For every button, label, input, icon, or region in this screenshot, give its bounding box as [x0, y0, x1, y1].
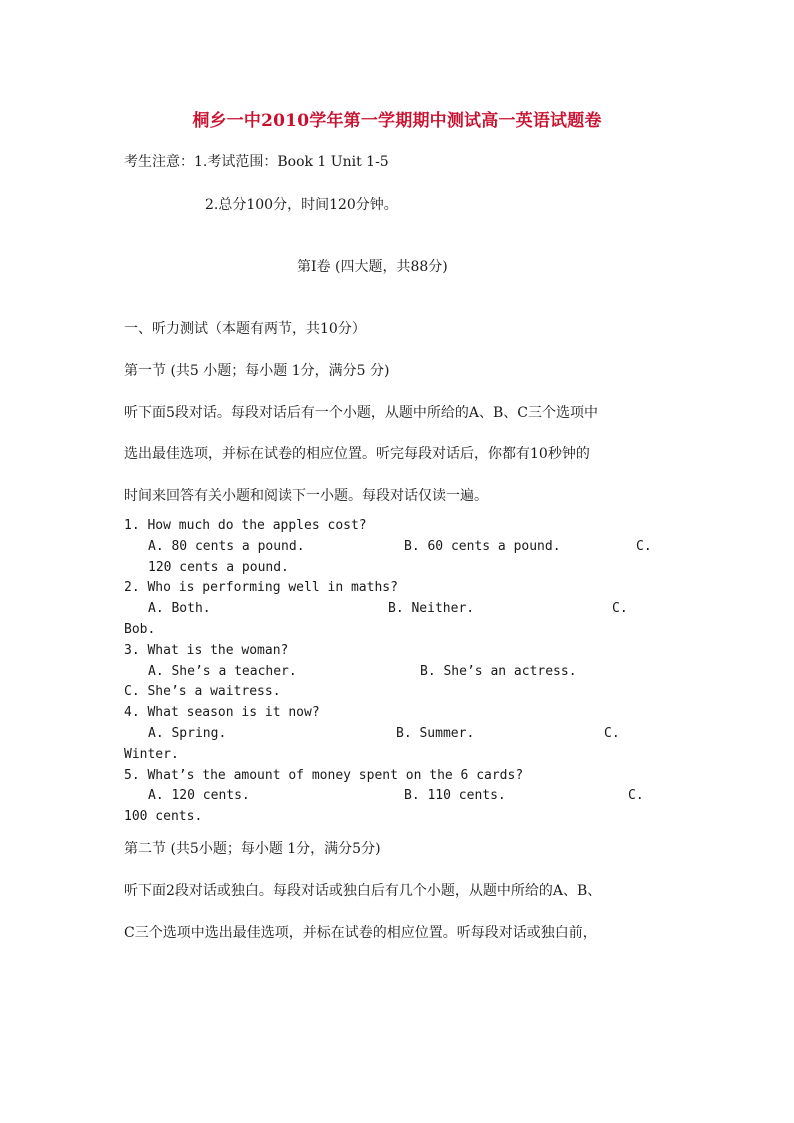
section1-instruction-line: 时间来回答有关小题和阅读下一小题。每段对话仅读一遍。: [124, 488, 488, 504]
part1-heading: 一、听力测试（本题有两节，共10分）: [124, 321, 366, 337]
notice-line-2: 2.总分100分，时间120分钟。: [205, 197, 398, 213]
question-1-option-c-label: C.: [636, 539, 652, 554]
question-3-option-c: C. She’s a waitress.: [124, 684, 281, 699]
section2-instruction-line: 听下面2段对话或独白。每段对话或独白后有几个小题，从题中所给的A、B、: [124, 883, 602, 899]
question-1-option-b: B. 60 cents a pound.: [404, 539, 561, 554]
question-2-option-a: A. Both.: [148, 601, 211, 616]
section1-instruction-line: 选出最佳选项，并标在试卷的相应位置。听完每段对话后，你都有10秒钟的: [124, 446, 590, 462]
question-5-option-c-label: C.: [628, 788, 644, 803]
question-2-option-b: B. Neither.: [388, 601, 475, 616]
question-5-stem: 5. What’s the amount of money spent on the 6 cards?: [124, 768, 524, 783]
question-2-stem: 2. Who is performing well in maths?: [124, 580, 398, 595]
question-2-option-c-text: Bob.: [124, 622, 156, 637]
question-3-stem: 3. What is the woman?: [124, 643, 289, 658]
question-4-option-a: A. Spring.: [148, 726, 227, 741]
section2-instruction-line: C三个选项中选出最佳选项，并标在试卷的相应位置。听每段对话或独白前，: [124, 925, 597, 941]
section1-heading: 第一节 (共5 小题；每小题 1分，满分5 分): [124, 363, 390, 379]
question-5-option-a: A. 120 cents.: [148, 788, 250, 803]
notice-line-1: 考生注意：1.考试范围：Book 1 Unit 1-5: [124, 154, 389, 170]
question-1-option-c-text: 120 cents a pound.: [148, 560, 289, 575]
question-4-option-c-label: C.: [604, 726, 620, 741]
question-1-stem: 1. How much do the apples cost?: [124, 518, 367, 533]
question-3-option-a: A. She’s a teacher.: [148, 664, 297, 679]
question-5-option-b: B. 110 cents.: [404, 788, 506, 803]
question-1-option-a: A. 80 cents a pound.: [148, 539, 305, 554]
question-2-option-c-label: C.: [612, 601, 628, 616]
question-4-option-c-text: Winter.: [124, 747, 179, 762]
volume-heading: 第Ⅰ卷 (四大题，共88分): [297, 259, 448, 275]
section1-instruction-line: 听下面5段对话。每段对话后有一个小题，从题中所给的A、B、C三个选项中: [124, 405, 599, 421]
question-3-option-b: B. She’s an actress.: [420, 664, 577, 679]
question-5-option-c-text: 100 cents.: [124, 809, 203, 824]
section2-heading: 第二节 (共5小题；每小题 1分，满分5分): [124, 841, 381, 857]
question-4-option-b: B. Summer.: [396, 726, 475, 741]
question-4-stem: 4. What season is it now?: [124, 705, 320, 720]
exam-title: 桐乡一中2010学年第一学期期中测试高一英语试题卷: [192, 111, 602, 131]
